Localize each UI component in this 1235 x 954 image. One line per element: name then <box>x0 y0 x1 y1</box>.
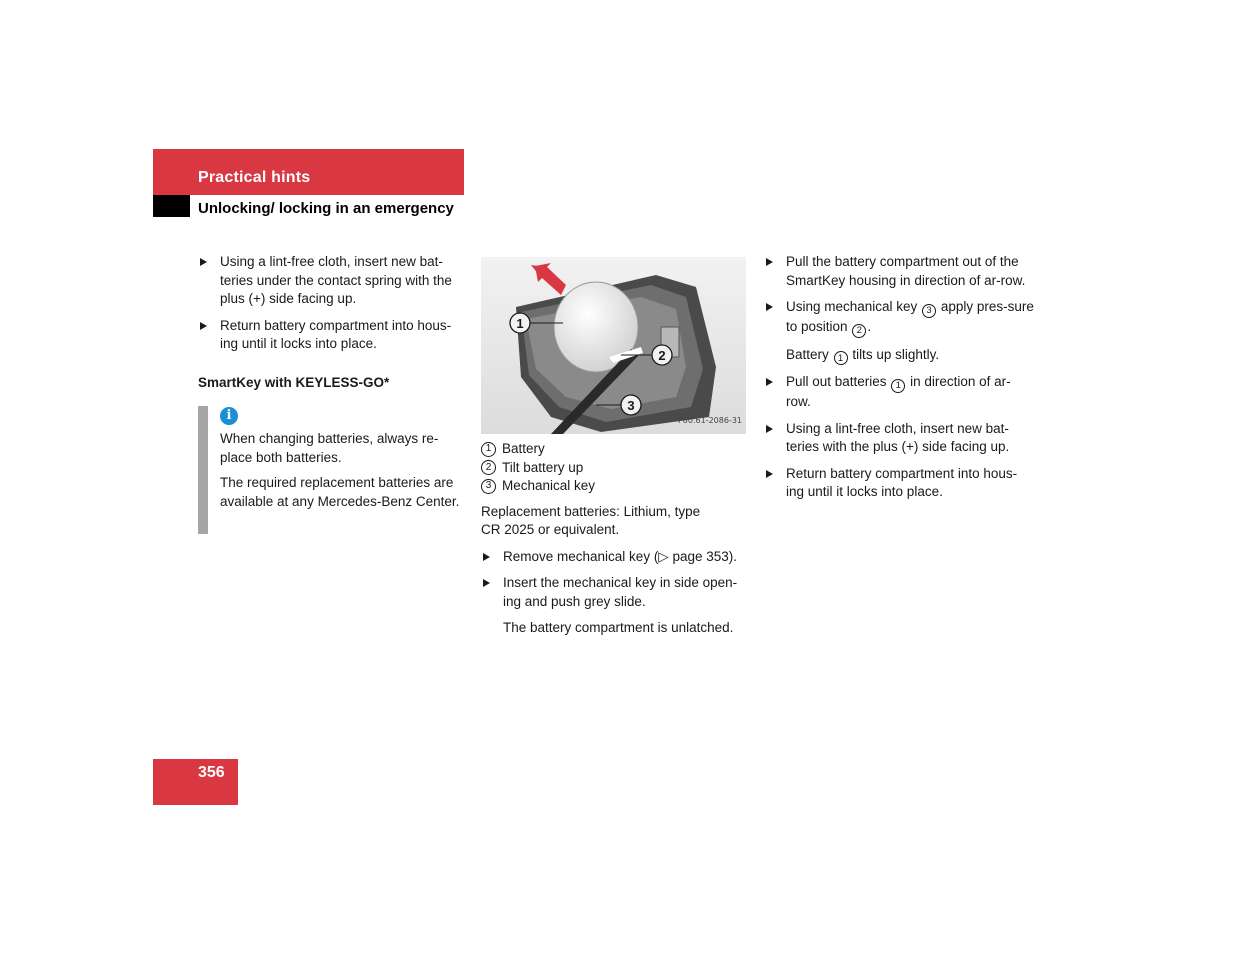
ref-number: 3 <box>922 304 936 318</box>
column-left <box>198 253 466 518</box>
step-result: The battery compartment is unlatched. <box>503 620 734 635</box>
bullet-triangle-icon <box>766 378 773 386</box>
bullet-triangle-icon <box>200 322 207 330</box>
bullet-triangle-icon <box>766 425 773 433</box>
figure-code: P80.61-2086-31 <box>677 415 742 425</box>
bullet-triangle-icon <box>483 579 490 587</box>
instruction-step: Using a lint-free cloth, insert new bat-teries with the plus (+) side facing up. <box>764 420 1034 457</box>
info-note <box>198 406 466 511</box>
instruction-step: Return battery compartment into hous-ing until it locks into place. <box>764 465 1034 502</box>
instruction-step: Pull the battery compartment out of the SmartKey housing in direction of ar-row. <box>764 253 1034 290</box>
bullet-triangle-icon <box>766 258 773 266</box>
instruction-step: Remove mechanical key (▷ page 353). <box>481 548 751 567</box>
callout-3: 3 <box>627 398 635 413</box>
page-number-tab <box>153 759 238 805</box>
legend-item: 3 Mechanical key <box>481 477 751 496</box>
info-icon: i <box>220 407 238 425</box>
legend-item: 1 Battery <box>481 440 751 459</box>
figure-legend <box>481 440 751 496</box>
subsection-title: Unlocking/ locking in an emergency <box>198 200 454 217</box>
bullet-triangle-icon <box>766 470 773 478</box>
smartkey-drawing <box>481 257 746 434</box>
subheading: SmartKey with KEYLESS-GO* <box>198 374 390 390</box>
info-paragraph: When changing batteries, always re-place both batteries. <box>220 431 439 465</box>
legend-item: 2 Tilt battery up <box>481 459 751 478</box>
ref-number: 1 <box>834 351 848 365</box>
bullet-triangle-icon <box>766 303 773 311</box>
bullet-triangle-icon <box>483 553 490 561</box>
column-right <box>764 253 1034 510</box>
info-paragraph: The required replacement batteries are available at any Mercedes-Benz Center. <box>220 475 460 509</box>
ref-number: 2 <box>852 324 866 338</box>
callout-2: 2 <box>658 348 666 363</box>
step-result: Battery 1 tilts up slightly. <box>786 346 940 364</box>
instruction-step: Return battery compartment into hous-ing until it locks into place. <box>198 317 466 354</box>
section-title: Practical hints <box>198 169 311 186</box>
instruction-step: Insert the mechanical key in side open-ing and push grey slide. <box>481 574 751 611</box>
battery-illustration <box>481 257 746 434</box>
ref-number: 1 <box>891 379 905 393</box>
bullet-triangle-icon <box>200 258 207 266</box>
column-middle <box>481 257 751 646</box>
page-number: 356 <box>198 764 225 781</box>
instruction-step: Using a lint-free cloth, insert new bat-teries under the contact spring with the plus (+) side facing up. <box>198 253 466 309</box>
instruction-step: Pull out batteries 1 in direction of ar-row. <box>764 373 1034 411</box>
subsection-marker <box>153 195 190 217</box>
callout-1: 1 <box>516 316 524 331</box>
replacement-note: Replacement batteries: Lithium, type CR 2025 or equivalent. <box>481 503 701 537</box>
info-note-bar <box>198 406 208 534</box>
instruction-step: Using mechanical key 3 apply pres-sure to position 2 . <box>764 298 1034 338</box>
